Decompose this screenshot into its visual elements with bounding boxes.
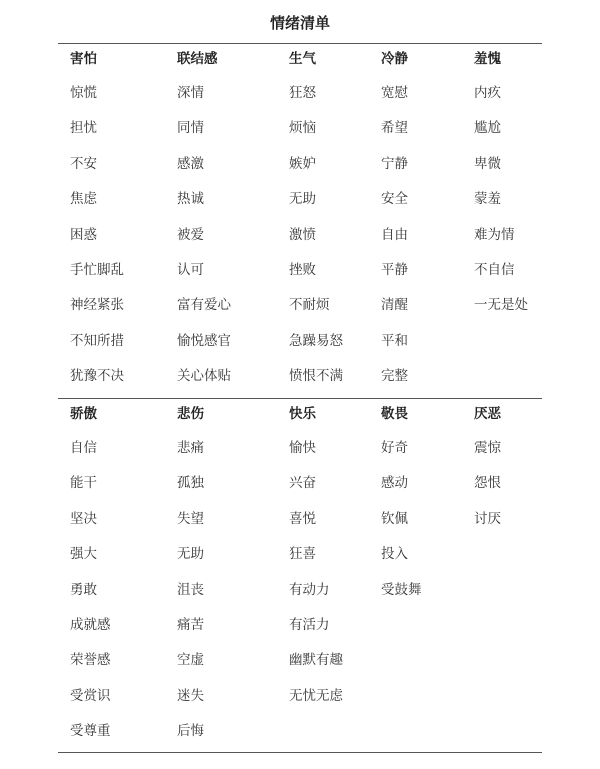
emotion-item: 困惑	[70, 226, 97, 243]
emotion-item: 烦恼	[289, 120, 316, 137]
emotion-item: 悲痛	[177, 440, 204, 456]
column-header: 敬畏	[381, 406, 408, 422]
emotion-item: 荣誉感	[70, 652, 111, 669]
emotion-item: 狂怒	[289, 85, 316, 101]
emotion-item: 蒙羞	[474, 191, 501, 208]
emotion-item: 迷失	[177, 687, 204, 704]
emotion-item: 受尊重	[70, 723, 111, 740]
column-header: 骄傲	[70, 406, 97, 422]
emotion-item: 有动力	[289, 581, 330, 598]
emotion-item: 一无是处	[474, 297, 528, 314]
emotion-item: 讨厌	[474, 510, 501, 527]
emotion-item: 宁静	[381, 155, 408, 172]
column-header: 悲伤	[177, 406, 204, 422]
emotion-item: 震惊	[474, 440, 501, 456]
emotion-item: 感动	[381, 475, 408, 492]
column-header: 联结感	[177, 51, 218, 67]
column-header: 冷静	[381, 51, 408, 67]
emotion-item: 宽慰	[381, 85, 408, 101]
emotion-item: 自由	[381, 226, 408, 243]
emotion-item: 自信	[70, 440, 97, 456]
column-header: 快乐	[289, 406, 316, 422]
emotion-item: 喜悦	[289, 510, 316, 527]
emotion-item: 失望	[177, 510, 204, 527]
emotion-item: 能干	[70, 475, 97, 492]
emotion-item: 富有爱心	[177, 297, 231, 314]
emotion-item: 受鼓舞	[381, 581, 422, 598]
emotion-item: 无助	[289, 191, 316, 208]
emotion-item: 犹豫不决	[70, 368, 124, 385]
emotion-item: 清醒	[381, 297, 408, 314]
emotion-item: 被爱	[177, 226, 204, 243]
emotion-item: 内疚	[474, 85, 501, 101]
emotion-item: 愤恨不满	[289, 368, 343, 385]
emotion-item: 有活力	[289, 617, 330, 633]
page-title: 情绪清单	[269, 14, 330, 32]
emotion-item: 挫败	[289, 262, 316, 278]
emotion-item: 沮丧	[177, 581, 204, 598]
emotion-item: 无忧无虑	[289, 687, 343, 704]
emotion-item: 投入	[381, 546, 408, 563]
emotion-item: 尴尬	[474, 120, 501, 137]
emotion-item: 空虚	[177, 652, 204, 669]
emotion-item: 热诚	[177, 191, 204, 208]
emotion-item: 钦佩	[381, 510, 408, 527]
emotion-item: 同情	[177, 120, 204, 137]
emotion-item: 后悔	[177, 723, 204, 740]
emotion-item: 深情	[177, 85, 204, 101]
emotion-item: 惊慌	[70, 85, 97, 101]
emotion-item: 平静	[381, 262, 408, 278]
emotion-item: 怨恨	[474, 475, 501, 492]
emotion-item: 平和	[381, 332, 408, 349]
emotion-item: 关心体贴	[177, 368, 231, 385]
emotion-item: 激愤	[289, 226, 316, 243]
emotion-item: 卑微	[474, 155, 501, 172]
emotion-item: 不知所措	[70, 332, 124, 349]
emotion-item: 希望	[381, 120, 408, 137]
emotion-item: 安全	[381, 191, 408, 208]
emotion-item: 担忧	[70, 120, 97, 137]
emotion-item: 兴奋	[289, 475, 316, 492]
emotion-item: 受赏识	[70, 687, 111, 704]
emotion-item: 愉悦感官	[177, 332, 231, 349]
emotion-item: 不耐烦	[289, 297, 330, 314]
bottom-rule	[58, 752, 542, 753]
column-header: 羞愧	[474, 51, 501, 67]
emotion-item: 不自信	[474, 262, 515, 278]
emotion-item: 愉快	[289, 440, 316, 456]
emotion-item: 成就感	[70, 617, 111, 633]
emotion-item: 手忙脚乱	[70, 262, 124, 278]
emotion-item: 认可	[177, 262, 204, 278]
emotion-item: 焦虑	[70, 191, 97, 208]
emotion-item: 嫉妒	[289, 155, 316, 172]
column-header: 害怕	[70, 51, 97, 67]
emotion-item: 好奇	[381, 440, 408, 456]
emotion-item: 勇敢	[70, 581, 97, 598]
emotion-item: 狂喜	[289, 546, 316, 563]
emotion-item: 急躁易怒	[289, 332, 343, 349]
emotion-item: 强大	[70, 546, 97, 563]
emotion-item: 感激	[177, 155, 204, 172]
column-header: 生气	[289, 51, 316, 67]
emotion-item: 幽默有趣	[289, 652, 343, 669]
emotion-item: 痛苦	[177, 617, 204, 633]
emotion-item: 坚决	[70, 510, 97, 527]
emotion-item: 神经紧张	[70, 297, 124, 314]
emotion-item: 难为情	[474, 226, 515, 243]
emotion-item: 无助	[177, 546, 204, 563]
emotion-item: 不安	[70, 155, 97, 172]
emotion-item: 孤独	[177, 475, 204, 492]
emotion-item: 完整	[381, 368, 408, 385]
column-header: 厌恶	[474, 406, 501, 422]
